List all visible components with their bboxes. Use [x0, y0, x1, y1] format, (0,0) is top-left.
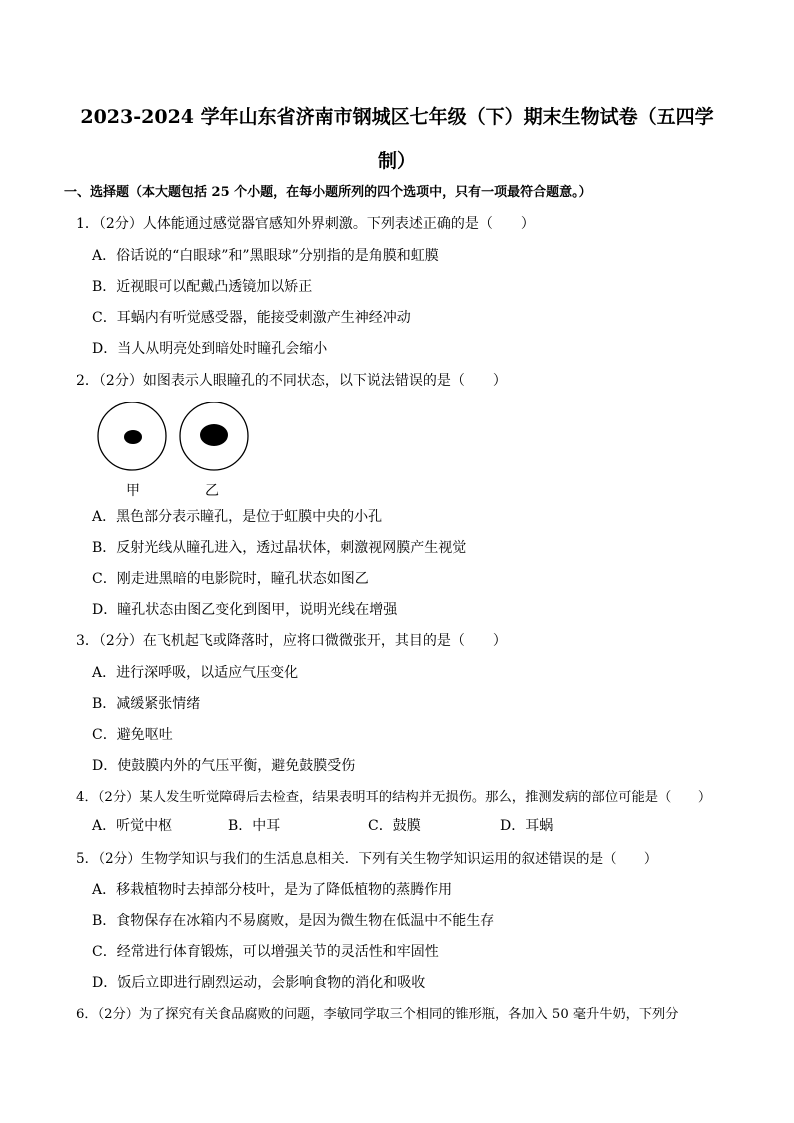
question-2-stem: 2．（2分）如图表示人眼瞳孔的不同状态，以下说法错误的是（ ）: [76, 373, 507, 389]
question-3-option-a: A．进行深呼吸，以适应气压变化: [92, 665, 299, 681]
question-5-option-a: A．移栽植物时去掉部分枝叶，是为了降低植物的蒸腾作用: [92, 882, 453, 898]
question-1-option-c: C．耳蜗内有听觉感受器，能接受刺激产生神经冲动: [92, 310, 411, 326]
pupil-yi: [200, 424, 228, 446]
question-4-option-c: C．鼓膜: [368, 818, 421, 834]
question-4-stem: 4．（2分）某人发生听觉障碍后去检查，结果表明耳的结构并无损伤。那么，推测发病的部位可能是（ ）: [76, 790, 712, 805]
question-5-option-b: B．食物保存在冰箱内不易腐败，是因为微生物在低温中不能生存: [92, 913, 495, 929]
question-5-stem: 5．（2分）生物学知识与我们的生活息息相关．下列有关生物学知识运用的叙述错误的是（ ）: [76, 851, 658, 867]
question-2-option-d: D．瞳孔状态由图乙变化到图甲，说明光线在增强: [92, 602, 398, 618]
question-3-stem: 3．（2分）在飞机起飞或降落时，应将口微微张开，其目的是（ ）: [76, 633, 507, 649]
question-4-option-b: B．中耳: [228, 818, 281, 834]
question-3-option-c: C．避免呕吐: [92, 727, 173, 743]
question-2-option-a: A．黑色部分表示瞳孔，是位于虹膜中央的小孔: [92, 509, 383, 525]
pupil-jia: [124, 430, 142, 444]
question-4-option-a: A．听觉中枢: [92, 818, 173, 834]
question-2-option-b: B．反射光线从瞳孔进入，透过晶状体，刺激视网膜产生视觉: [92, 540, 467, 556]
question-1-option-b: B．近视眼可以配戴凸透镜加以矫正: [92, 279, 313, 295]
question-5-option-c: C．经常进行体育锻炼，可以增强关节的灵活性和牢固性: [92, 944, 439, 960]
question-3-option-d: D．使鼓膜内外的气压平衡，避免鼓膜受伤: [92, 758, 356, 774]
section-heading: 一、选择题（本大题包括 25 个小题，在每小题所列的四个选项中，只有一项最符合题意。）: [64, 185, 592, 200]
figure-label-jia: 甲: [126, 483, 140, 499]
question-4-option-d: D．耳蜗: [500, 818, 554, 834]
question-1-stem: 1．（2分）人体能通过感觉器官感知外界刺激。下列表述正确的是（ ）: [76, 216, 535, 232]
question-2-option-c: C．刚走进黑暗的电影院时，瞳孔状态如图乙: [92, 571, 369, 587]
exam-title-line2: 制）: [377, 150, 416, 172]
question-6-stem: 6．（2分）为了探究有关食品腐败的问题，李敏同学取三个相同的锥形瓶，各加入 50 毫升牛奶，下列分: [76, 1007, 679, 1022]
pupil-figure: [96, 402, 256, 502]
figure-label-yi: 乙: [205, 483, 219, 499]
pupil-diagram: [96, 402, 256, 482]
question-1-option-d: D．当人从明亮处到暗处时瞳孔会缩小: [92, 341, 328, 357]
question-5-option-d: D．饭后立即进行剧烈运动，会影响食物的消化和吸收: [92, 975, 426, 991]
question-1-option-a: A．俗话说的“白眼球”和”黑眼球”分别指的是角膜和虹膜: [92, 248, 439, 264]
question-3-option-b: B．减缓紧张情绪: [92, 696, 201, 712]
exam-title-line1: 2023-2024 学年山东省济南市钢城区七年级（下）期末生物试卷（五四学: [80, 106, 714, 128]
